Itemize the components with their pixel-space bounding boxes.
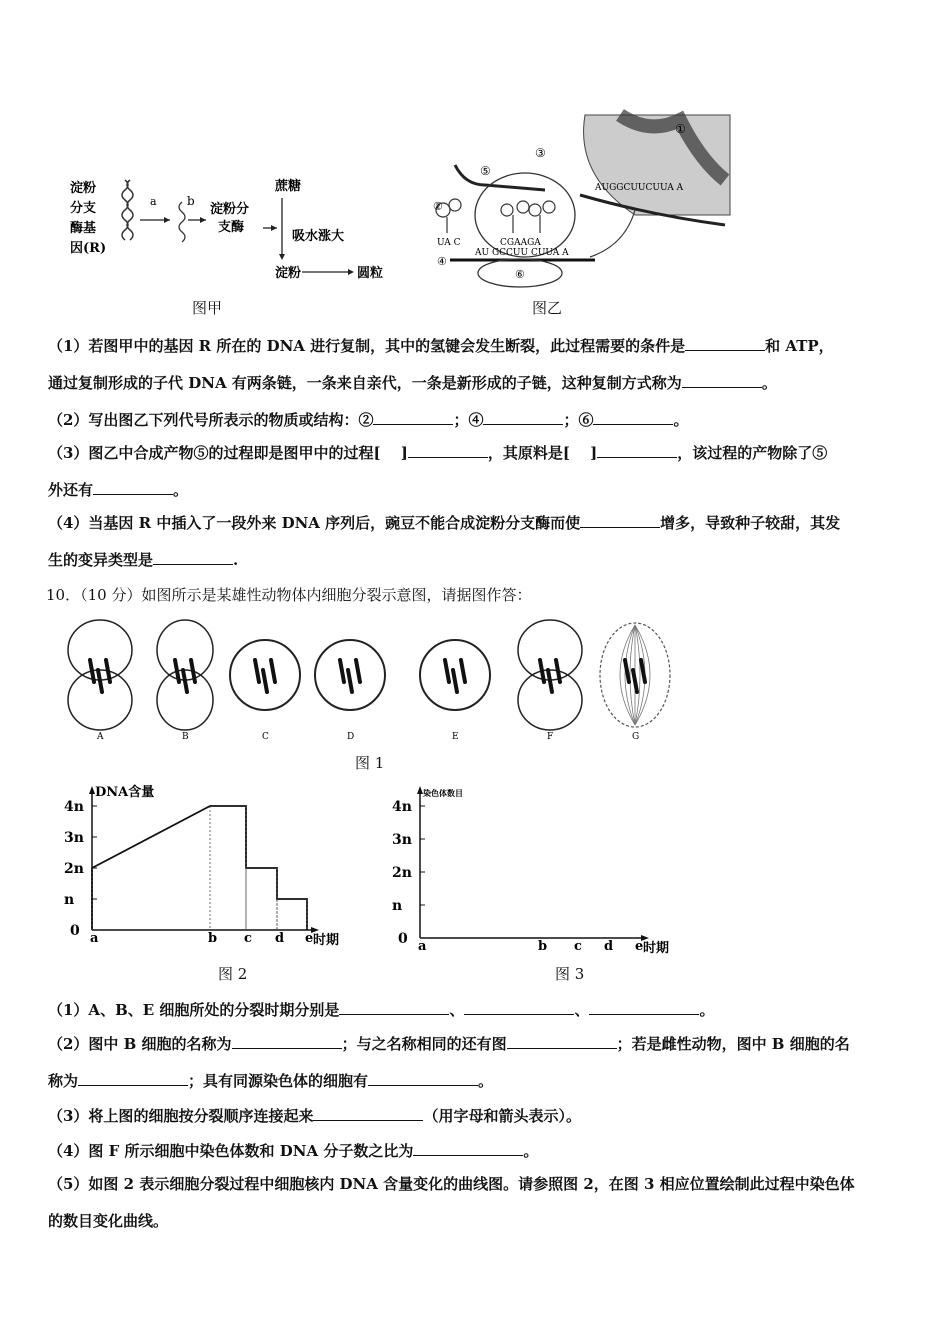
x-tick-label: c [244, 931, 252, 946]
cell-label: E [452, 732, 459, 742]
cell-label: C [262, 732, 269, 742]
q9-part4: （4）当基因 R 中插入了一段外来 DNA 序列后，豌豆不能合成淀粉分支酶而使 增多，导致种子较甜，其发 [48, 514, 841, 532]
mrna-seq: AU GCCUU CUUA A [475, 248, 569, 258]
y-tick-label: 4n [64, 799, 84, 815]
answer-blank[interactable] [413, 1141, 523, 1156]
enzyme-label-1: 淀粉分 [210, 202, 250, 217]
x-tick-label: a [418, 939, 427, 954]
q9-part3-cont: 外还有 。 [48, 481, 189, 499]
answer-blank[interactable] [464, 1000, 574, 1015]
cell-label: D [347, 732, 355, 742]
anticodon-2: CGAAGA [500, 238, 541, 248]
label-1: ① [675, 122, 686, 136]
anticodon-1: UA C [437, 238, 461, 248]
figure-jia-caption: 图甲 [192, 299, 223, 317]
x-tick-label: b [208, 931, 218, 946]
figure-2-caption: 图 2 [218, 965, 248, 983]
answer-blank[interactable] [507, 1034, 617, 1049]
cell-label: A [97, 732, 104, 742]
gene-label-1: 淀粉 [70, 181, 97, 196]
answer-blank[interactable] [368, 1071, 478, 1086]
q9-part2: （2）写出图乙下列代号所表示的物质或结构：② ；④ ；⑥ 。 [48, 411, 689, 429]
data-line [92, 806, 307, 930]
x-axis-title: 时期 [643, 941, 670, 956]
answer-blank[interactable] [78, 1071, 188, 1086]
label-4: ④ [437, 255, 447, 268]
sucrose-label: 蔗糖 [275, 179, 302, 194]
y-axis-title: 染色体数目 [423, 788, 463, 798]
cell-label: B [182, 732, 189, 742]
y-tick-label: 0 [70, 923, 80, 939]
label-2: ② [433, 200, 443, 213]
cell-label: F [547, 732, 554, 742]
q10-part2: （2）图中 B 细胞的名称为 ；与之名称相同的还有图 ；若是雌性动物，图中 B 细胞的名 [48, 1035, 850, 1053]
x-tick-label: e [305, 931, 314, 946]
q9-part4-cont: 生的变异类型是 . [48, 551, 239, 569]
y-tick-label: 3n [392, 832, 412, 848]
gene-label-4: 因(R) [70, 241, 107, 256]
y-axis-title: DNA含量 [95, 785, 155, 800]
cell-label: G [632, 732, 640, 742]
y-tick-label: n [64, 892, 75, 908]
chart-2 [64, 784, 339, 948]
q9-part3: （3）图乙中合成产物⑤的过程即是图甲中的过程[ ] ，其原料是[ ] ，该过程的产物除了⑤ [48, 444, 828, 462]
q10-part3: （3）将上图的细胞按分裂顺序连接起来 （用字母和箭头表示）。 [48, 1107, 581, 1125]
gene-label-2: 分支 [70, 201, 97, 216]
y-tick-label: 4n [392, 799, 412, 815]
x-tick-label: a [90, 931, 99, 946]
q9-part1-cont: 通过复制形成的子代 DNA 有两条链，一条来自亲代，一条是新形成的子链，这种复制方式称为 。 [48, 374, 777, 392]
step-b-label: b [187, 194, 195, 208]
q9-part1: （1）若图甲中的基因 R 所在的 DNA 进行复制，其中的氢键会发生断裂，此过程需要的条件是 和 ATP， [48, 337, 834, 355]
q10-part5: （5）如图 2 表示细胞分裂过程中细胞核内 DNA 含量变化的曲线图。请参照图 2，在图 3 相应位置绘制此过程中染色体 [48, 1175, 855, 1193]
x-tick-label: b [538, 939, 548, 954]
answer-blank[interactable] [589, 1000, 699, 1015]
starch-label: 淀粉 [275, 266, 302, 281]
chart-3 [392, 786, 669, 956]
figure-yi-caption: 图乙 [532, 299, 563, 317]
q10-part5-cont: 的数目变化曲线。 [48, 1212, 169, 1230]
answer-blank[interactable] [232, 1034, 342, 1049]
gene-label-3: 酶基 [70, 221, 97, 236]
figure-1-caption: 图 1 [355, 754, 385, 772]
nuclear-mrna-seq: AUGGCUUCUUA A [595, 183, 684, 193]
figure-3-caption: 图 3 [555, 965, 585, 983]
x-tick-label: c [574, 939, 582, 954]
answer-blank[interactable] [339, 1000, 449, 1015]
x-tick-label: e [635, 939, 644, 954]
y-tick-label: 2n [64, 861, 84, 877]
y-tick-label: 2n [392, 865, 412, 881]
absorb-label: 吸水涨大 [292, 229, 345, 244]
label-3: ③ [535, 146, 546, 160]
y-tick-label: n [392, 898, 403, 914]
answer-blank[interactable] [313, 1106, 423, 1121]
round-seed-label: 圆粒 [357, 266, 384, 281]
q10-part1: （1）A、B、E 细胞所处的分裂时期分别是 、 、 。 [48, 1001, 715, 1019]
label-5: ⑤ [480, 164, 491, 178]
step-a-label: a [150, 195, 157, 208]
enzyme-label-2: 支酶 [218, 220, 245, 235]
x-tick-label: d [275, 931, 285, 946]
label-6: ⑥ [515, 268, 525, 281]
x-axis-title: 时期 [313, 933, 340, 948]
y-tick-label: 3n [64, 830, 84, 846]
q10-part4: （4）图 F 所示细胞中染色体数和 DNA 分子数之比为 。 [48, 1142, 539, 1160]
q10-heading: 10．（10 分）如图所示是某雄性动物体内细胞分裂示意图，请据图作答： [46, 586, 532, 604]
x-tick-label: d [604, 939, 614, 954]
y-tick-label: 0 [398, 931, 408, 947]
q10-part2-cont: 称为 ；具有同源染色体的细胞有 。 [48, 1072, 494, 1090]
